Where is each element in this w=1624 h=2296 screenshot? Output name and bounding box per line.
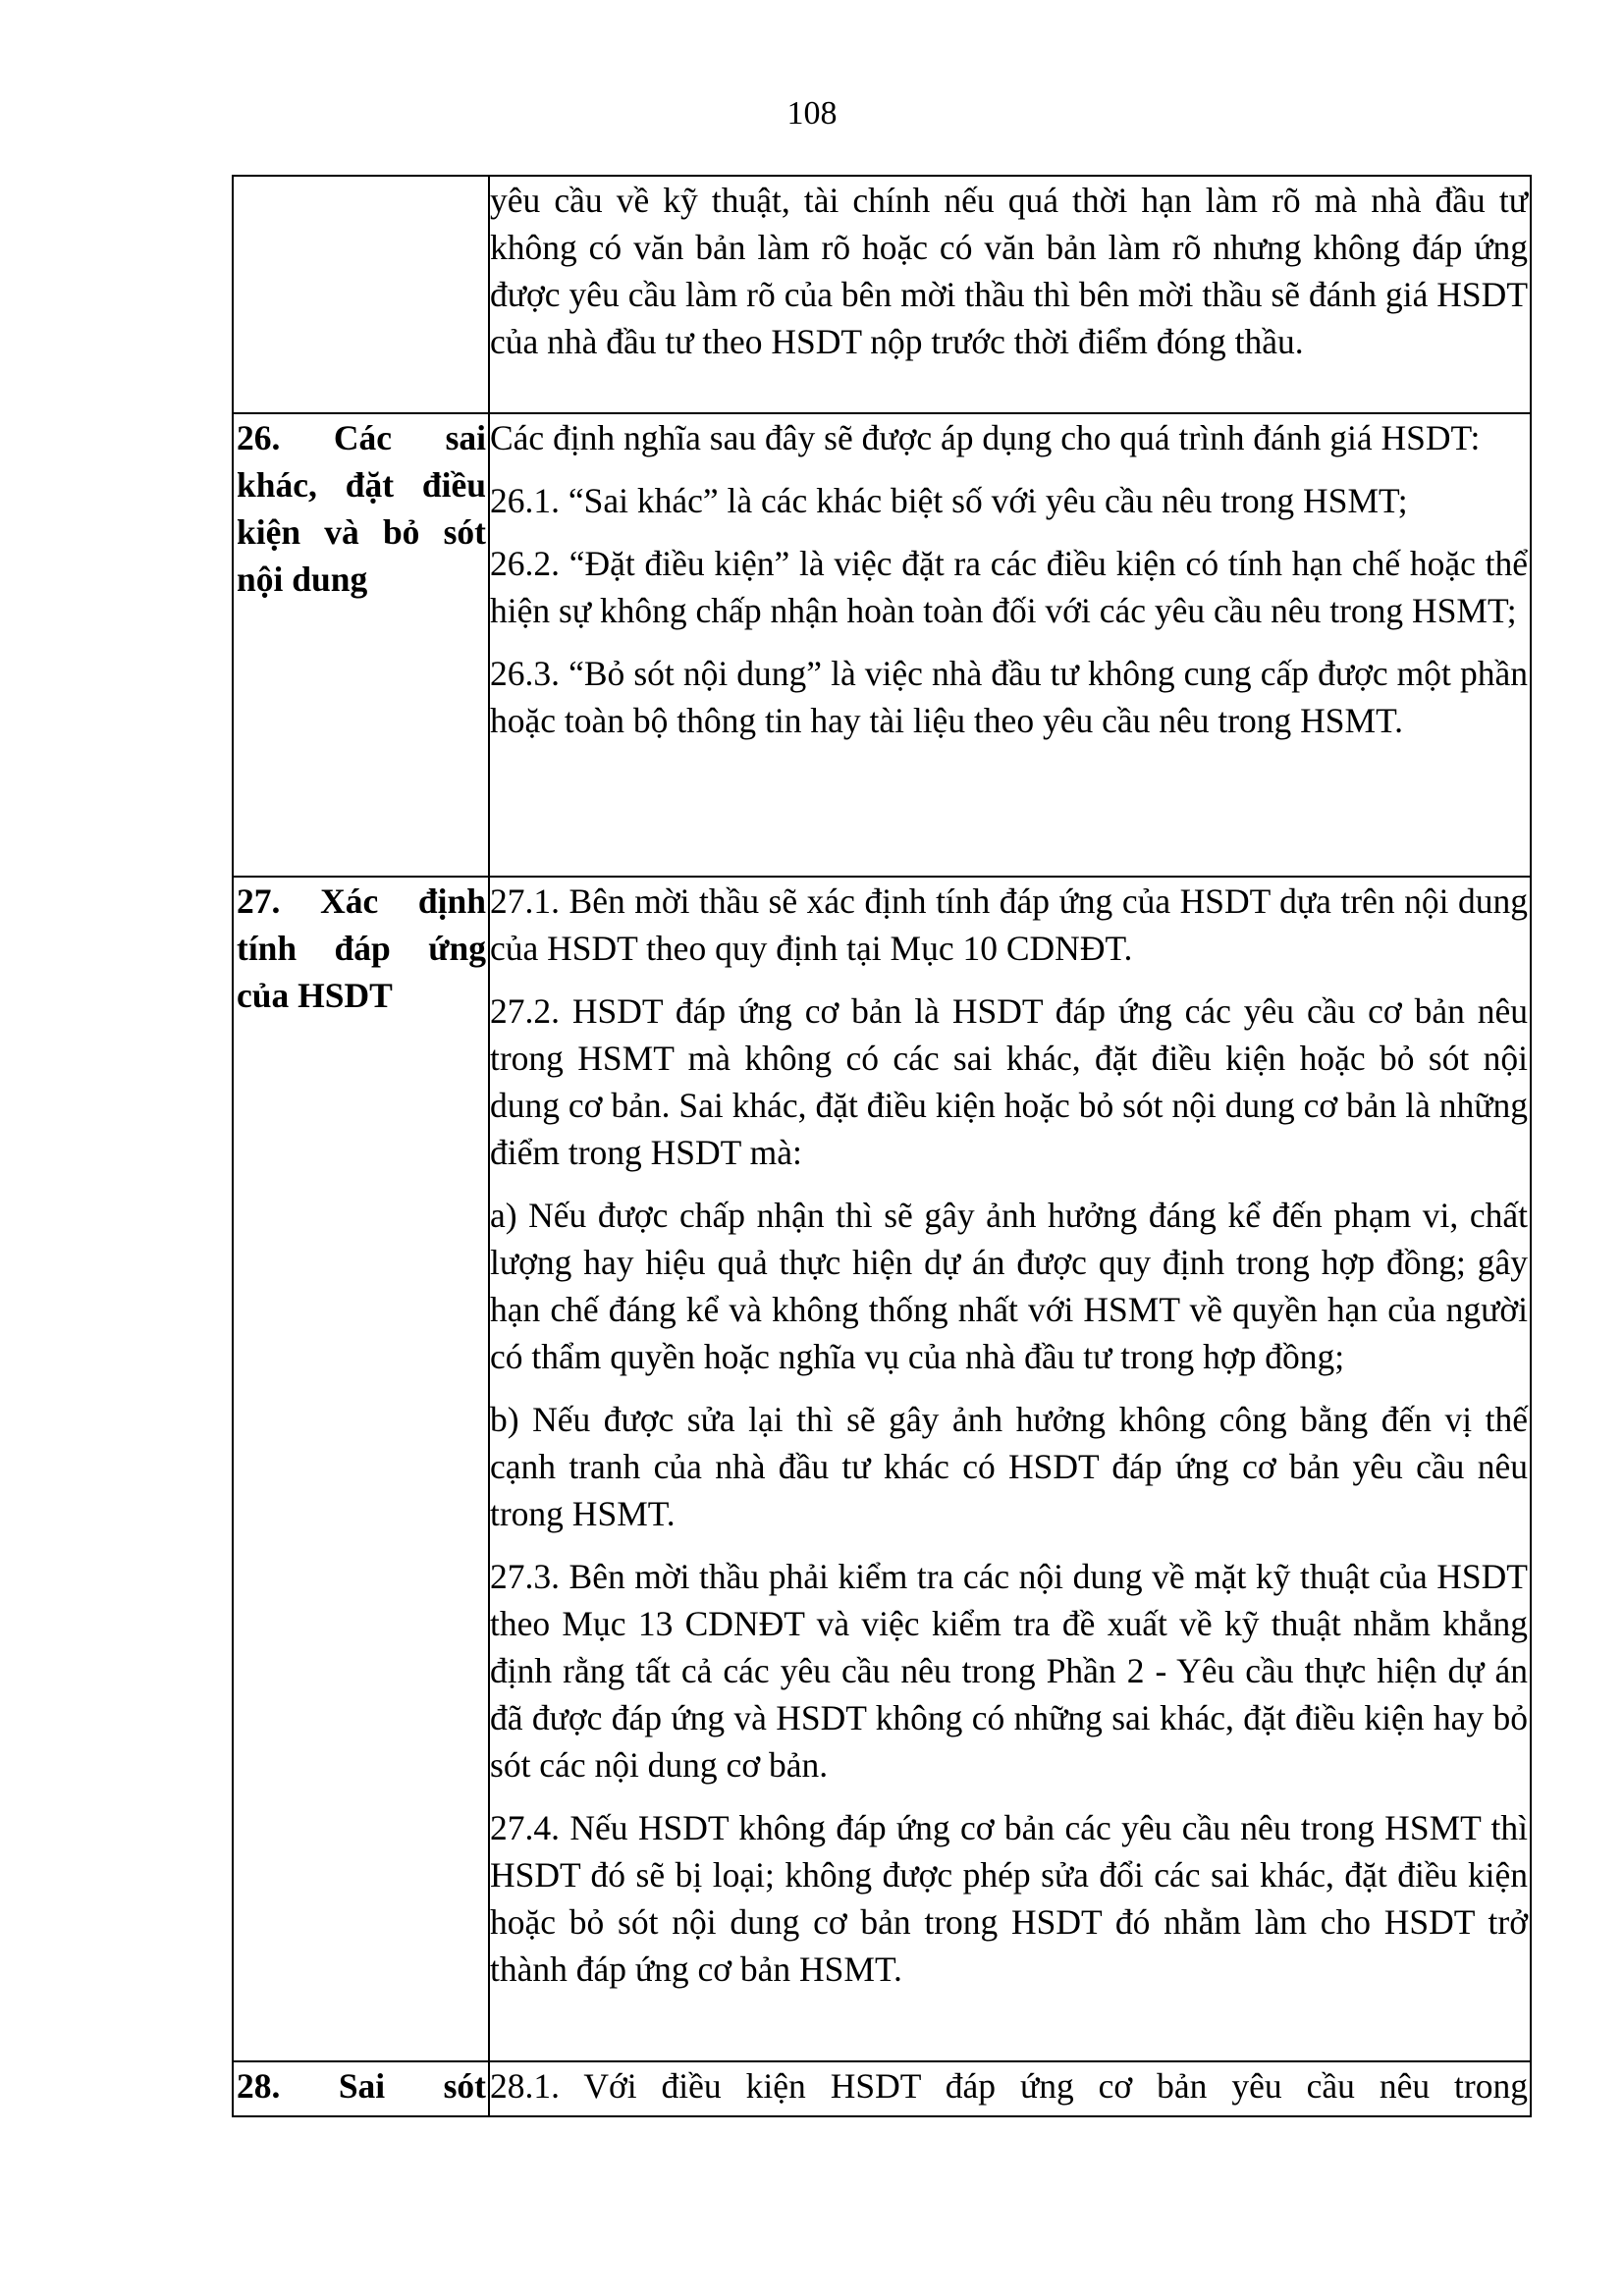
- section-content-cell: [489, 176, 1531, 413]
- section-heading-cell: [233, 2061, 489, 2116]
- section-heading-27: [234, 878, 488, 1019]
- content-paragraph: 27.1. Bên mời thầu sẽ xác định tính đáp ứng của HSDT dựa trên nội dung của HSDT theo quy định tại Mục 10 CDNĐT.: [490, 881, 1528, 968]
- heading-line: 26. Các sai: [237, 418, 486, 457]
- section-heading-cell: [233, 413, 489, 877]
- instructions-table: [232, 175, 1532, 2117]
- table-row: [233, 413, 1531, 877]
- content-paragraph: Các định nghĩa sau đây sẽ được áp dụng cho quá trình đánh giá HSDT:: [490, 418, 1481, 457]
- section-content-cell: [489, 2061, 1531, 2116]
- heading-line: của HSDT: [237, 976, 393, 1015]
- table-row: [233, 877, 1531, 2061]
- content-paragraph: 26.1. “Sai khác” là các khác biệt số với yêu cầu nêu trong HSMT;: [490, 481, 1408, 520]
- heading-line: 27. Xác định: [237, 881, 486, 921]
- content-paragraph: a) Nếu được chấp nhận thì sẽ gây ảnh hưởng đáng kể đến phạm vi, chất lượng hay hiệu quả thực hiện dự án được quy định trong hợp đồng; gây hạn chế đáng kể và không thống nhất với HSMT về quyền hạn của người có thẩm quyền hoặc nghĩa vụ của nhà đầu tư trong hợp đồng;: [490, 1196, 1528, 1376]
- heading-line: khác, đặt điều: [237, 465, 486, 505]
- section-content-cell: [489, 413, 1531, 877]
- page-number: 108: [786, 95, 838, 132]
- content-paragraph: 26.3. “Bỏ sót nội dung” là việc nhà đầu tư không cung cấp được một phần hoặc toàn bộ thông tin hay tài liệu theo yêu cầu nêu trong HSMT.: [490, 654, 1528, 740]
- content-paragraph: 27.3. Bên mời thầu phải kiểm tra các nội dung về mặt kỹ thuật của HSDT theo Mục 13 CDNĐT và việc kiểm tra đề xuất về kỹ thuật nhằm khẳng định rằng tất cả các yêu cầu nêu trong Phần 2 - Yêu cầu thực hiện dự án đã được đáp ứng và HSDT không có những sai khác, đặt điều kiện hay bỏ sót các nội dung cơ bản.: [490, 1557, 1528, 1785]
- section-heading-28: [234, 2062, 488, 2109]
- heading-line: nội dung: [237, 560, 368, 599]
- section-content-cell: [489, 877, 1531, 2061]
- section-heading-cell: [233, 877, 489, 2061]
- table-row: [233, 176, 1531, 413]
- content-paragraph: yêu cầu về kỹ thuật, tài chính nếu quá thời hạn làm rõ mà nhà đầu tư không có văn bản làm rõ hoặc có văn bản làm rõ nhưng không đáp ứng được yêu cầu làm rõ của bên mời thầu thì bên mời thầu sẽ đánh giá HSDT của nhà đầu tư theo HSDT nộp trước thời điểm đóng thầu.: [490, 181, 1528, 361]
- section-heading-cell: [233, 176, 489, 413]
- table-row: [233, 2061, 1531, 2116]
- content-paragraph: 27.4. Nếu HSDT không đáp ứng cơ bản các yêu cầu nêu trong HSMT thì HSDT đó sẽ bị loại; không được phép sửa đổi các sai khác, đặt điều kiện hoặc bỏ sót nội dung cơ bản trong HSDT đó nhằm làm cho HSDT trở thành đáp ứng cơ bản HSMT.: [490, 1808, 1528, 1989]
- section-heading-26: [234, 414, 488, 603]
- content-paragraph: 26.2. “Đặt điều kiện” là việc đặt ra các điều kiện có tính hạn chế hoặc thể hiện sự không chấp nhận hoàn toàn đối với các yêu cầu nêu trong HSMT;: [490, 544, 1528, 630]
- heading-line: 28. Sai sót: [237, 2066, 486, 2106]
- heading-line: tính đáp ứng: [237, 929, 486, 968]
- content-paragraph: b) Nếu được sửa lại thì sẽ gây ảnh hưởng không công bằng đến vị thế cạnh tranh của nhà đầu tư khác có HSDT đáp ứng cơ bản yêu cầu nêu trong HSMT.: [490, 1400, 1528, 1533]
- heading-line: kiện và bỏ sót: [237, 512, 486, 552]
- content-paragraph: 28.1. Với điều kiện HSDT đáp ứng cơ bản yêu cầu nêu trong: [490, 2066, 1528, 2106]
- content-paragraph: 27.2. HSDT đáp ứng cơ bản là HSDT đáp ứng các yêu cầu cơ bản nêu trong HSMT mà không có các sai khác, đặt điều kiện hoặc bỏ sót nội dung cơ bản. Sai khác, đặt điều kiện hoặc bỏ sót nội dung cơ bản là những điểm trong HSDT mà:: [490, 991, 1528, 1172]
